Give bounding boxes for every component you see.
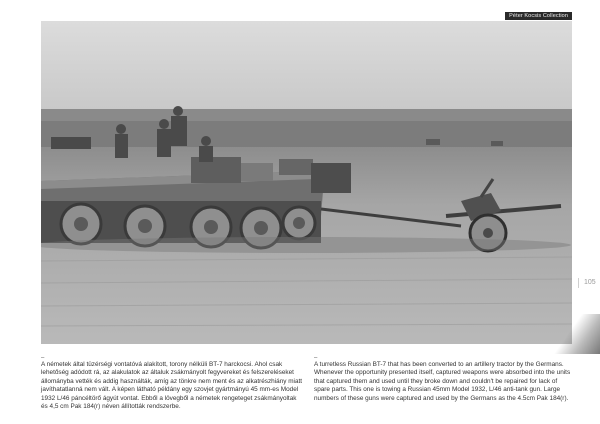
caption-marker: – xyxy=(41,355,45,361)
main-photograph xyxy=(41,21,572,344)
page-edge-shadow xyxy=(544,314,600,354)
page-number: 105 xyxy=(578,278,596,288)
caption-hungarian-text: A németek által tüzérségi vontatóvá alakított, torony nélküli BT-7 harckocsi. Ahol csak lehetőség adódott rá, az alakulatok az általuk zsákmányolt fegyvereket és felszereléseket állományba vették és addig használták, amíg az tönkre nem ment és az alkatrészhiány miatt javíthatatlanná nem vált. A képen látható példány egy szovjet gyártmányú 45 mm-es Model 1932 L/46 páncéltörő ágyút vontat. Ebből a lövegből a németek rengeteget zsákmányoltak és 4,5 cm Pak 184(r) néven állították rendszerbe. xyxy=(41,361,303,411)
caption-english xyxy=(314,355,574,403)
photo-tank-with-antitank-gun xyxy=(41,21,572,344)
photo-credit: Péter Kocsis Collection xyxy=(505,12,572,20)
caption-marker: – xyxy=(314,355,318,361)
caption-hungarian xyxy=(41,355,303,411)
caption-english-text: A turretless Russian BT-7 that has been converted to an artillery tractor by the Germans. Whenever the opportunity presented itself, captured weapons were absorbed into the units that captured them and used until they broke down and couldn't be repaired for lack of spare parts. This one is towing a Russian 45mm Model 1932, L/46 anti-tank gun. Large numbers of these guns were captured and used by the Germans as the 4.5cm Pak 184(r). xyxy=(314,361,571,402)
